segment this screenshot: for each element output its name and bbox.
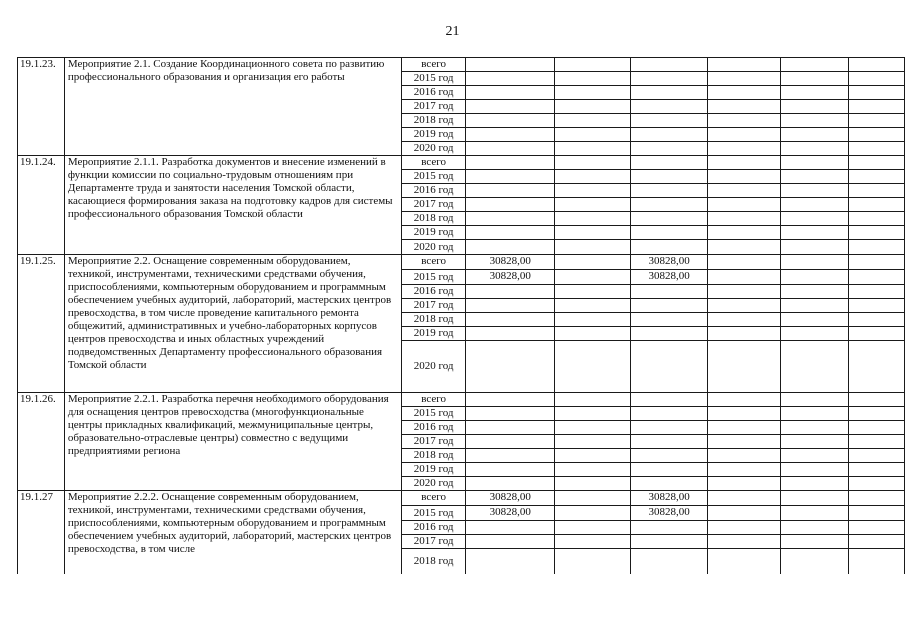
table-row [18, 58, 905, 72]
total-label: всего [401, 58, 465, 72]
value-cell [555, 226, 631, 240]
value-cell [466, 128, 555, 142]
value-cell [708, 198, 781, 212]
value-cell [631, 72, 708, 86]
value-cell [631, 393, 708, 407]
value-cell [466, 393, 555, 407]
total-label: всего [401, 491, 465, 506]
year-label: 2016 год [401, 86, 465, 100]
value-cell [555, 72, 631, 86]
value-cell [781, 521, 849, 535]
value-cell [555, 449, 631, 463]
year-label: 2020 год [401, 341, 465, 393]
value-cell [781, 142, 849, 156]
value-cell [555, 535, 631, 549]
value-cell [555, 212, 631, 226]
value-cell [849, 142, 905, 156]
value-cell [555, 142, 631, 156]
value-cell: 30828,00 [631, 270, 708, 285]
year-label: 2018 год [401, 212, 465, 226]
value-cell [631, 477, 708, 491]
value-cell [631, 421, 708, 435]
value-cell [631, 198, 708, 212]
year-label: 2016 год [401, 285, 465, 299]
value-cell [555, 255, 631, 270]
value-cell [849, 156, 905, 170]
value-cell [781, 198, 849, 212]
value-cell [708, 212, 781, 226]
value-cell [555, 170, 631, 184]
value-cell [466, 86, 555, 100]
value-cell [708, 477, 781, 491]
value-cell [631, 114, 708, 128]
value-cell [466, 114, 555, 128]
value-cell [631, 407, 708, 421]
value-cell [781, 184, 849, 198]
value-cell [555, 313, 631, 327]
value-cell [849, 184, 905, 198]
item-name: Мероприятие 2.1. Создание Координационного совета по развитию профессионального образования и организация его работы [64, 58, 401, 156]
value-cell [849, 285, 905, 299]
value-cell [555, 285, 631, 299]
value-cell [708, 156, 781, 170]
value-cell [555, 521, 631, 535]
year-label: 2017 год [401, 435, 465, 449]
value-cell [849, 170, 905, 184]
year-label: 2016 год [401, 521, 465, 535]
year-label: 2016 год [401, 421, 465, 435]
value-cell [555, 58, 631, 72]
value-cell [631, 299, 708, 313]
value-cell [781, 114, 849, 128]
year-label: 2015 год [401, 506, 465, 521]
value-cell [849, 449, 905, 463]
value-cell [466, 477, 555, 491]
value-cell [631, 313, 708, 327]
value-cell [555, 549, 631, 574]
year-label: 2018 год [401, 313, 465, 327]
value-cell [631, 521, 708, 535]
value-cell [849, 240, 905, 255]
year-label: 2018 год [401, 114, 465, 128]
table-row [18, 156, 905, 170]
year-label: 2019 год [401, 128, 465, 142]
value-cell [466, 421, 555, 435]
year-label: 2020 год [401, 477, 465, 491]
year-label: 2020 год [401, 240, 465, 255]
total-label: всего [401, 393, 465, 407]
value-cell [849, 100, 905, 114]
value-cell [708, 285, 781, 299]
budget-table [17, 57, 905, 574]
value-cell: 30828,00 [466, 270, 555, 285]
value-cell [708, 407, 781, 421]
value-cell [555, 270, 631, 285]
value-cell [708, 100, 781, 114]
value-cell [631, 142, 708, 156]
value-cell [708, 549, 781, 574]
value-cell [555, 198, 631, 212]
value-cell [781, 285, 849, 299]
value-cell [708, 506, 781, 521]
year-label: 2017 год [401, 198, 465, 212]
value-cell [781, 299, 849, 313]
value-cell [781, 477, 849, 491]
value-cell [555, 114, 631, 128]
value-cell [631, 463, 708, 477]
value-cell [708, 184, 781, 198]
value-cell [781, 449, 849, 463]
item-code: 19.1.26. [18, 393, 65, 491]
value-cell [466, 100, 555, 114]
value-cell [631, 535, 708, 549]
value-cell [849, 463, 905, 477]
value-cell [466, 521, 555, 535]
value-cell [781, 58, 849, 72]
year-label: 2019 год [401, 327, 465, 341]
value-cell [708, 128, 781, 142]
value-cell [849, 407, 905, 421]
value-cell [781, 421, 849, 435]
value-cell [631, 435, 708, 449]
year-label: 2018 год [401, 449, 465, 463]
value-cell: 30828,00 [631, 255, 708, 270]
value-cell [781, 128, 849, 142]
value-cell [849, 491, 905, 506]
item-name: Мероприятие 2.1.1. Разработка документов и внесение изменений в функции комиссии по социально-трудовым отношениям при Департаменте труда и занятости населения Томской области, касающиеся формирования заказа на подготовку кадров для системы профессионального образования Томской области [64, 156, 401, 255]
value-cell [781, 86, 849, 100]
value-cell: 30828,00 [631, 506, 708, 521]
value-cell [708, 86, 781, 100]
value-cell [631, 100, 708, 114]
year-label: 2018 год [401, 549, 465, 574]
value-cell [466, 240, 555, 255]
year-label: 2020 год [401, 142, 465, 156]
value-cell [708, 463, 781, 477]
value-cell [849, 299, 905, 313]
value-cell [781, 327, 849, 341]
value-cell [781, 341, 849, 393]
value-cell [849, 226, 905, 240]
item-code: 19.1.24. [18, 156, 65, 255]
table-row [18, 255, 905, 270]
value-cell [781, 407, 849, 421]
value-cell [631, 285, 708, 299]
value-cell [849, 421, 905, 435]
value-cell [555, 156, 631, 170]
value-cell [555, 477, 631, 491]
value-cell [849, 535, 905, 549]
value-cell [708, 341, 781, 393]
value-cell [781, 255, 849, 270]
value-cell [781, 463, 849, 477]
value-cell [708, 255, 781, 270]
value-cell [466, 299, 555, 313]
value-cell [849, 128, 905, 142]
value-cell [849, 506, 905, 521]
value-cell [781, 170, 849, 184]
page-number: 21 [445, 24, 460, 39]
value-cell [781, 226, 849, 240]
value-cell [708, 240, 781, 255]
value-cell [849, 327, 905, 341]
value-cell [708, 393, 781, 407]
value-cell [466, 58, 555, 72]
value-cell [466, 449, 555, 463]
value-cell [849, 86, 905, 100]
value-cell [466, 72, 555, 86]
value-cell [708, 327, 781, 341]
value-cell [555, 393, 631, 407]
value-cell: 30828,00 [466, 491, 555, 506]
value-cell [708, 170, 781, 184]
value-cell [708, 226, 781, 240]
value-cell [849, 393, 905, 407]
value-cell [631, 212, 708, 226]
value-cell [849, 313, 905, 327]
value-cell [708, 72, 781, 86]
value-cell [849, 341, 905, 393]
year-label: 2015 год [401, 270, 465, 285]
value-cell: 30828,00 [631, 491, 708, 506]
value-cell [466, 142, 555, 156]
value-cell [781, 313, 849, 327]
value-cell [466, 184, 555, 198]
value-cell [466, 198, 555, 212]
value-cell [555, 86, 631, 100]
value-cell [781, 100, 849, 114]
value-cell [849, 198, 905, 212]
item-name: Мероприятие 2.2.1. Разработка перечня необходимого оборудования для оснащения центров превосходства (многофункциональные центры прикладных квалификаций, межмуниципальные центры, образовательно-отраслевые центры) совместно с ведущими предприятиями региона [64, 393, 401, 491]
value-cell [555, 421, 631, 435]
value-cell [466, 341, 555, 393]
table-row [18, 393, 905, 407]
year-label: 2019 год [401, 463, 465, 477]
value-cell [849, 58, 905, 72]
value-cell [781, 72, 849, 86]
value-cell [849, 270, 905, 285]
total-label: всего [401, 156, 465, 170]
value-cell [708, 142, 781, 156]
value-cell [849, 477, 905, 491]
value-cell [849, 435, 905, 449]
value-cell [849, 212, 905, 226]
value-cell [781, 156, 849, 170]
value-cell [555, 100, 631, 114]
value-cell [708, 270, 781, 285]
value-cell [708, 521, 781, 535]
value-cell [781, 393, 849, 407]
value-cell [708, 435, 781, 449]
item-code: 19.1.27 [18, 491, 65, 574]
year-label: 2015 год [401, 407, 465, 421]
year-label: 2016 год [401, 184, 465, 198]
item-code: 19.1.23. [18, 58, 65, 156]
value-cell [555, 299, 631, 313]
value-cell [781, 435, 849, 449]
value-cell [781, 270, 849, 285]
value-cell [466, 170, 555, 184]
item-code: 19.1.25. [18, 255, 65, 393]
value-cell: 30828,00 [466, 255, 555, 270]
value-cell [466, 535, 555, 549]
value-cell [631, 170, 708, 184]
value-cell [708, 299, 781, 313]
year-label: 2017 год [401, 535, 465, 549]
value-cell [781, 491, 849, 506]
year-label: 2019 год [401, 226, 465, 240]
value-cell [708, 58, 781, 72]
value-cell [631, 549, 708, 574]
value-cell [849, 255, 905, 270]
year-label: 2017 год [401, 299, 465, 313]
value-cell [708, 114, 781, 128]
value-cell [631, 226, 708, 240]
value-cell [631, 58, 708, 72]
value-cell [555, 128, 631, 142]
value-cell [466, 156, 555, 170]
value-cell [631, 86, 708, 100]
value-cell [708, 313, 781, 327]
value-cell [631, 156, 708, 170]
item-name: Мероприятие 2.2.2. Оснащение современным оборудованием, техникой, инструментами, техническими средствами обучения, приспособлениями, компьютерным оборудованием и программным обеспечением учебных аудиторий, лабораторий, мастерских центров превосходства, в том числе [64, 491, 401, 574]
value-cell [466, 285, 555, 299]
value-cell [781, 549, 849, 574]
value-cell: 30828,00 [466, 506, 555, 521]
value-cell [466, 327, 555, 341]
value-cell [555, 184, 631, 198]
value-cell [555, 491, 631, 506]
value-cell [708, 491, 781, 506]
value-cell [708, 449, 781, 463]
value-cell [555, 506, 631, 521]
year-label: 2015 год [401, 170, 465, 184]
value-cell [466, 407, 555, 421]
table-row [18, 491, 905, 506]
value-cell [631, 184, 708, 198]
value-cell [555, 341, 631, 393]
item-name: Мероприятие 2.2. Оснащение современным оборудованием, техникой, инструментами, техническими средствами обучения, приспособлениями, компьютерным оборудованием и программным обеспечением учебных аудиторий, лабораторий, мастерских центров превосходства, в том числе проведение капитального ремонта общежитий, административных и учебно-лабораторных корпусов центров превосходства и иных областных учреждений подведомственных Департаменту профессионального образования Томской области [64, 255, 401, 393]
value-cell [555, 327, 631, 341]
value-cell [708, 421, 781, 435]
value-cell [781, 212, 849, 226]
value-cell [631, 341, 708, 393]
value-cell [849, 521, 905, 535]
value-cell [555, 240, 631, 255]
value-cell [781, 506, 849, 521]
value-cell [781, 535, 849, 549]
value-cell [849, 72, 905, 86]
value-cell [849, 114, 905, 128]
value-cell [708, 535, 781, 549]
value-cell [555, 463, 631, 477]
value-cell [466, 463, 555, 477]
total-label: всего [401, 255, 465, 270]
value-cell [631, 128, 708, 142]
value-cell [631, 240, 708, 255]
value-cell [555, 407, 631, 421]
value-cell [466, 435, 555, 449]
value-cell [781, 240, 849, 255]
value-cell [466, 313, 555, 327]
value-cell [631, 449, 708, 463]
value-cell [466, 226, 555, 240]
value-cell [849, 549, 905, 574]
year-label: 2017 год [401, 100, 465, 114]
value-cell [466, 212, 555, 226]
value-cell [631, 327, 708, 341]
year-label: 2015 год [401, 72, 465, 86]
value-cell [555, 435, 631, 449]
value-cell [466, 549, 555, 574]
